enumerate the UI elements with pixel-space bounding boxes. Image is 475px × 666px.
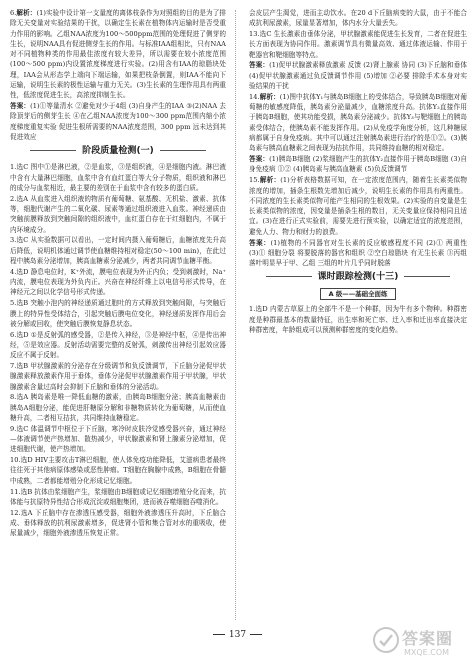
answer-paragraph xyxy=(10,267,226,298)
footer-rule-left xyxy=(213,634,225,635)
answer-paragraph xyxy=(249,154,467,175)
level-a-heading xyxy=(249,288,467,300)
answer-paragraph xyxy=(249,8,467,29)
answer-text: 选C 体温调节中枢位于下丘脑，寒冷时皮肤冷觉感受器兴奋，通过神经—体液调节使产热增加、散热减少，甲状腺激素和肾上腺素分泌增加，促进细胞代谢，使产热增加。 xyxy=(10,424,226,454)
answer-text: (1)胰岛B细胞 (2)浆细胞产生的抗体Y₂直接作用于胰岛B细胞 (3)自身免疫病 ①② (4)胰岛素与胰高血糖素 (5)负反馈调节 xyxy=(249,155,467,174)
answer-paragraph xyxy=(10,424,226,455)
question-number: 11. xyxy=(10,487,21,496)
answer-text: 选B 抗体由浆细胞产生，浆细胞由B细胞或记忆细胞增殖分化而来，抗体能与抗原特异性结合形成沉淀或细胞集团，进而被吞噬细胞吞噬消化。 xyxy=(10,487,226,506)
question-number: 12. xyxy=(10,508,21,517)
answer-text: (1)实验中设计第一支量度的离体枝条作为对照组的目的是为了排除无关变量对实验结果的干扰，以确定生长素在植物体内运输时是否受重力作用的影响。乙组NAA浓度为100～500ppm范围的处理促进了侧芽的生长，说明NAA具有促进侧芽生长的作用。与标准IAA组相比，只有NAA对不同植物种类的作用最佳浓度有较大差异，所以需要在较小浓度范围(100～500 ppm)内设置浓度梯度进行实验。(2)用含有IAA的琼脂块处理，IAA会从形态学上端向下端运输，如果把枝条倒置，则IAA不能向下运输，说明生长素的极性运输与重力无关。(3)生长素的生理作用具有两重性，低浓度促进生长，高浓度抑制生长。 xyxy=(10,9,226,100)
answer-paragraph xyxy=(249,304,467,335)
question-number: 4. xyxy=(10,267,17,276)
answer-tag: 解析： xyxy=(16,9,37,17)
answer-text: 会皮层产生渴觉，进而主动饮水。在20 d下丘脑病变的大鼠，由于不能合成抗利尿激素，尿量显著增加，体内水分大量丢失。 xyxy=(249,9,467,28)
level-a-label: A 级——基础全面练 xyxy=(320,288,397,300)
page-number: 137 xyxy=(228,630,247,640)
question-number: 7. xyxy=(10,362,17,370)
left-column xyxy=(10,8,226,620)
answer-text: 选C 生长激素由垂体分泌，甲状腺激素能促进生长发育，二者在促进生长方面表现为协同作用。激素调节具有微量高效、通过体液运输、作用于靶器官和靶细胞等特点。 xyxy=(249,30,467,59)
answer-text: (1)分析表格数据可知，在一定浓度范围内，随着生长素类似物浓度的增加，插条生根数先增加后减少，说明生长素的作用具有两重性。不同浓度的生长素类似物可能产生相同的生根效果。(2)实验的自变量是生长素类似物的浓度，因变量是插条生根的数目，无关变量应保持相同且适宜。(3)在进行正式实验前，需要先进行预实验，以确定适宜的浓度范围，避免人力、物力和财力的浪费。 xyxy=(249,176,467,236)
answer-text: 选C 图中①是淋巴液，②是血浆，③是组织液，④是细胞内液。淋巴液中含有大量淋巴细胞，血浆中含有血红蛋白等大分子物质，组织液和淋巴的成分与血浆相近，最主要的差别在于血浆中含有较多的蛋白质。 xyxy=(10,163,226,192)
question-number: 2. xyxy=(10,194,17,203)
answer-text: 选A 下丘脑中存在渗透压感受器，细胞外液渗透压升高时，下丘脑合成、垂体释放的抗利尿激素增多，促进肾小管和集合管对水的重吸收，使尿量减少，细胞外液渗透压恢复正常。 xyxy=(10,508,226,538)
answer-paragraph xyxy=(10,361,226,392)
question-number: 13. xyxy=(249,30,260,39)
answer-text: 选A 胰岛素是唯一降低血糖的激素，由胰岛B细胞分泌；胰高血糖素由胰岛A细胞分泌，能促进肝糖原分解和非糖物质转化为葡萄糖，从而使血糖升高，二者相互拮抗，共同维持血糖稳定。 xyxy=(10,393,226,422)
answer-text: (1)促甲状腺激素释放激素 反馈 (2)肾上腺素 协同 (3)下丘脑和垂体 (4)促甲状腺激素通过负反馈调节作用 (5)增加 ②必要 排除手术本身对实验结果的干扰 xyxy=(249,61,467,91)
answer-paragraph xyxy=(10,162,226,193)
answer-text: (1)植物的不同器官对生长素的反应敏感程度不同 (2)① 两重性 (3)① 细胞分裂 将要脱落的器官和组织 ②空白琼脂块 有无生长素 ③丙组落叶明显早于甲、乙组 三组的叶片几乎同时脱落 xyxy=(249,238,467,268)
answer-paragraph xyxy=(249,238,467,269)
question-number: 1. xyxy=(249,305,256,314)
question-number: 8. xyxy=(10,393,17,402)
answer-text: 选B 甲状腺激素的分泌存在分级调节和负反馈调节，下丘脑分泌促甲状腺激素释放激素作用于垂体，垂体分泌促甲状腺激素作用于甲状腺，甲状腺激素含量过高时会抑制下丘脑和垂体的分泌活动。 xyxy=(10,362,226,391)
answer-tag: 答案： xyxy=(10,102,31,111)
question-number: 6. xyxy=(10,9,17,17)
answer-tag: 答案： xyxy=(249,155,270,164)
watermark-text: 答案圈 xyxy=(402,629,454,648)
answer-text: 选D 内蒙古草原上的全部牛不是一个种群，因为牛有多个物种。种群密度是种群最基本的数量特征，出生率和死亡率、迁入率和迁出率直接决定种群密度，年龄组成可以预测种群密度的变化趋势。 xyxy=(249,305,467,335)
answer-paragraph xyxy=(249,60,467,91)
stage-test-heading xyxy=(10,145,226,158)
answer-paragraph xyxy=(249,175,467,237)
answer-paragraph xyxy=(249,92,467,154)
question-number: 5. xyxy=(10,299,17,308)
answer-text: 选B 突触小泡内的神经递质通过胞吐的方式释放到突触间隙，与突触后膜上的特异性受体结合，引起突触后膜电位变化，神经递质发挥作用后会被分解或回收，使突触后膜恢复静息状态。 xyxy=(10,299,226,328)
left-answers-part-1 xyxy=(10,8,226,142)
answer-text: 选D ①是反射弧的感受器，②是传入神经，③是神经中枢，④是传出神经，⑤是效应器。反射活动需要完整的反射弧，刺激传出神经引起效应器反应不属于反射。 xyxy=(10,330,226,360)
question-number: 10. xyxy=(10,456,21,465)
answer-text: 选D HIV主要攻击T淋巴细胞，使人体免疫功能降低，艾滋病患者最终往往死于其他病原体感染或恶性肿瘤。T细胞在胸腺中成熟，B细胞在骨髓中成熟，二者都能增殖分化形成记忆细胞。 xyxy=(10,456,226,485)
right-answers-part-1 xyxy=(249,8,467,268)
answer-text: (1)图中抗体Y₁与胰岛B细胞上的受体结合，导致胰岛B细胞对葡萄糖的敏感度降低，胰岛素分泌量减少，血糖浓度升高。抗体Y₂直接作用于胰岛B细胞，使其功能受损，胰岛素分泌减少。抗体Y₃与靶细胞上的胰岛素受体结合，使胰岛素不能发挥作用。(2)从免疫学角度分析，这几种糖尿病都属于自身免疫病。其中可以通过注射胰岛素进行治疗的是①②。(3)胰岛素与胰高血糖素之间表现为拮抗作用，共同维持血糖的相对稳定。 xyxy=(249,92,467,153)
answer-tag: 解析： xyxy=(259,176,281,185)
answer-paragraph xyxy=(10,235,226,266)
answer-paragraph xyxy=(10,508,226,539)
heading-rule-left xyxy=(30,150,76,151)
answer-paragraph xyxy=(249,29,467,60)
watermark-url: MXQE.COM xyxy=(404,648,450,657)
right-answers-part-2 xyxy=(249,304,467,335)
answer-paragraph xyxy=(10,194,226,235)
watermark-seal-icon xyxy=(372,626,400,654)
question-number: 14. xyxy=(249,92,260,101)
answer-paragraph xyxy=(10,330,226,361)
stage-test-title: 阶段质量检测(一) xyxy=(82,146,154,157)
footer-rule-right xyxy=(250,634,262,635)
watermark-logo xyxy=(372,624,472,664)
left-answers-part-2 xyxy=(10,162,226,538)
question-number: 9. xyxy=(10,424,17,433)
right-column xyxy=(249,8,467,620)
answer-tag: 解析： xyxy=(259,92,280,101)
answer-text: 选C 从实验数据可以看出，一定时间内摄入葡萄糖后，血糖浓度先升高后降低，说明机体通过调节使血糖维持相对稳定(50～100 min)，在此过程中胰岛素分泌增加，胰高血糖素分泌减少，两者共同调节血糖平衡。 xyxy=(10,236,226,266)
lesson-check-heading xyxy=(249,271,467,284)
question-number: 6. xyxy=(10,330,17,339)
heading-rule-right xyxy=(404,276,450,277)
heading-rule-right xyxy=(160,150,206,151)
answer-text: 选D 静息电位时，K⁺外流，膜电位表现为外正内负；受到刺激时，Na⁺内流，膜电位表现为外负内正。兴奋在神经纤维上以电信号形式传导，在神经元之间以化学信号形式传递。 xyxy=(10,267,226,297)
answer-tag: 答案： xyxy=(249,61,270,70)
answer-tag: 答案： xyxy=(249,238,271,247)
lesson-check-title: 课时跟踪检测(十三) xyxy=(317,272,399,283)
answer-paragraph xyxy=(10,298,226,329)
question-number: 3. xyxy=(10,236,17,245)
heading-rule-left xyxy=(266,276,312,277)
answer-paragraph xyxy=(10,101,226,142)
column-divider xyxy=(235,10,236,620)
answer-text: 选A 从血浆进入组织液的物质有葡萄糖、氨基酸、无机盐、激素、抗体等，细胞代谢产生的二氧化碳、尿素等通过组织液进入血浆。神经递质由突触前膜释放到突触间隙的组织液中，血红蛋白存在于红细胞内，不属于内环境成分。 xyxy=(10,194,226,234)
question-number: 15. xyxy=(249,176,260,185)
question-number: 1. xyxy=(10,163,17,172)
answer-paragraph xyxy=(10,392,226,423)
answer-paragraph xyxy=(10,8,226,101)
answer-paragraph xyxy=(10,487,226,508)
answer-paragraph xyxy=(10,455,226,486)
answer-text: (1)①等量清水 ②避免对少于4组 (3)自身产生的IAA ③(2)NAA 去除顶芽后的侧芽生长 ④在乙组NAA浓度为100～300 ppm范围内缩小浓度梯度重复实验 促进生根所需要的NAA浓度范围，300 ppm 远未达到其促进效应 xyxy=(10,102,226,142)
